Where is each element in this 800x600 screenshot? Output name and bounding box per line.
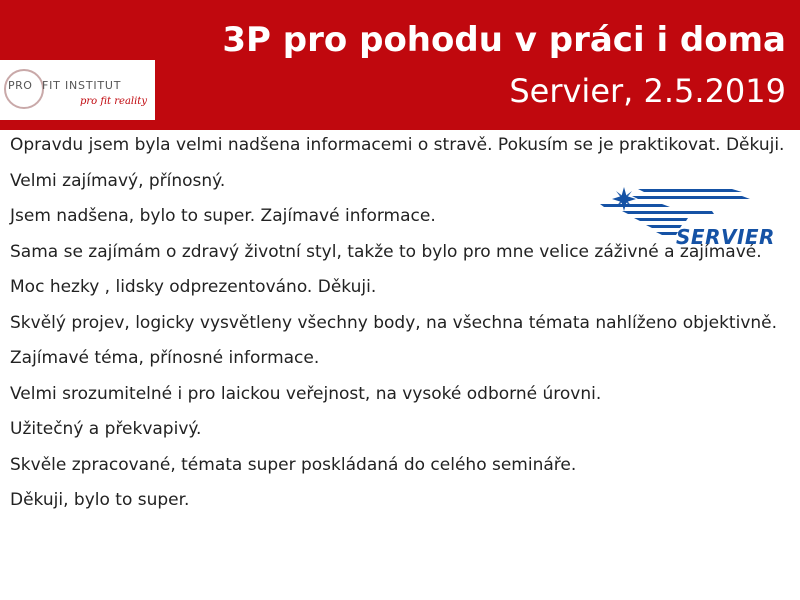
feedback-item: Skvěle zpracované, témata super poskládaná do celého semináře.: [10, 454, 577, 475]
feedback-item: Velmi zajímavý, přínosný.: [10, 170, 226, 191]
feedback-item: Skvělý projev, logicky vysvětleny všechny body, na všechna témata nahlíženo objektivně.: [10, 312, 778, 333]
feedback-item: Sama se zajímám o zdravý životní styl, takže to bylo pro mne velice záživné a zajímavé. Moc hezky , lidsky odprezentováno. Děkuji.: [10, 241, 762, 297]
logo-pro-text: PRO: [8, 79, 33, 92]
servier-wordmark: SERVIER: [676, 225, 775, 249]
feedback-item: Opravdu jsem byla velmi nadšena informacemi o stravě. Pokusím se je praktikovat. Děkuji.: [10, 135, 785, 155]
logo-institut-text: FIT INSTITUT: [42, 79, 122, 92]
servier-logo: [592, 185, 777, 247]
logo-tagline: pro fit reality: [80, 96, 147, 107]
page-title: 3P pro pohodu v práci i doma: [222, 20, 786, 60]
feedback-item: Užitečný a překvapivý.: [10, 419, 202, 439]
feedback-item: Velmi srozumitelné i pro laickou veřejnost, na vysoké odborné úrovni.: [10, 383, 602, 404]
feedback-item: Jsem nadšena, bylo to super. Zajímavé informace.: [10, 206, 436, 226]
feedback-item: Děkuji, bylo to super.: [10, 490, 190, 510]
page-subtitle: Servier, 2.5.2019: [509, 72, 786, 110]
profit-institut-logo: [0, 60, 155, 120]
feedback-item: Zajímavé téma, přínosné informace.: [10, 348, 320, 368]
